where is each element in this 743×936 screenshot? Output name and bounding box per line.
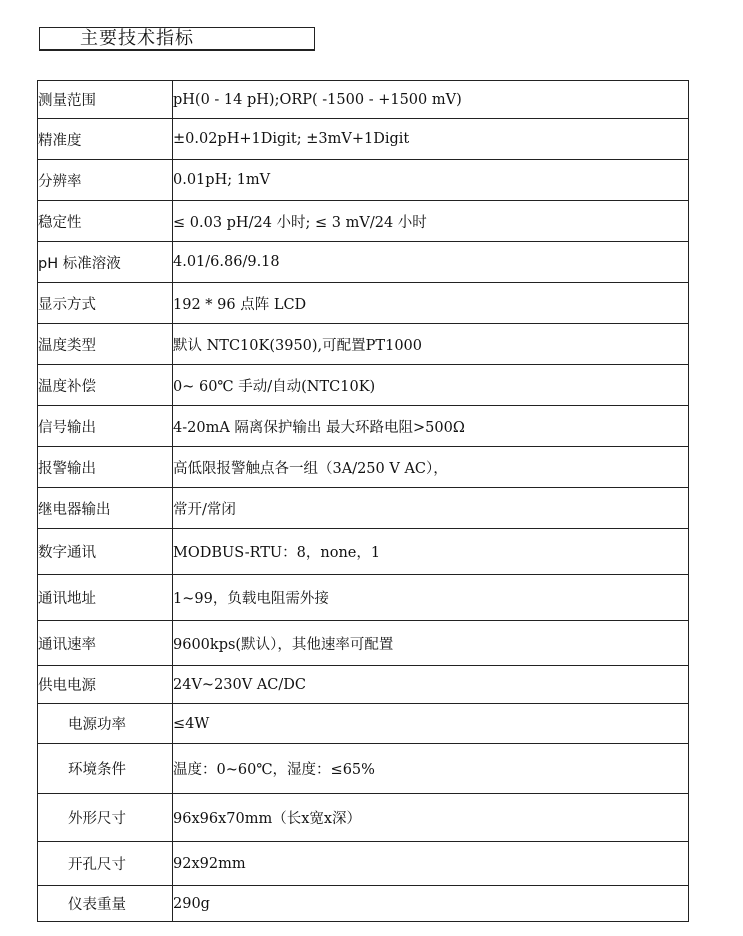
table-row: [38, 744, 689, 794]
table-row: [38, 324, 689, 365]
table-row: [38, 242, 689, 283]
spec-label: 通讯速率: [38, 621, 173, 666]
spec-value: ±0.02pH+1Digit; ±3mV+1Digit: [173, 119, 689, 160]
spec-value: MODBUS-RTU：8，none，1: [173, 529, 689, 575]
spec-value: pH(0 - 14 pH);ORP( -1500 - +1500 mV): [173, 81, 689, 119]
spec-value: 9600kps(默认），其他速率可配置: [173, 621, 689, 666]
table-row: [38, 666, 689, 704]
table-row: [38, 365, 689, 406]
spec-label: 继电器输出: [38, 488, 173, 529]
table-row: [38, 704, 689, 744]
table-row: [38, 119, 689, 160]
spec-label: 分辨率: [38, 160, 173, 201]
table-row: [38, 794, 689, 842]
spec-value: 96x96x70mm（长x宽x深）: [173, 794, 689, 842]
spec-label: 通讯地址: [38, 575, 173, 621]
spec-value: ≤ 0.03 pH/24 小时; ≤ 3 mV/24 小时: [173, 201, 689, 242]
spec-value: 常开/常闭: [173, 488, 689, 529]
spec-label: 数字通讯: [38, 529, 173, 575]
spec-value: 4.01/6.86/9.18: [173, 242, 689, 283]
table-row: [38, 283, 689, 324]
table-row: [38, 160, 689, 201]
table-row: [38, 201, 689, 242]
spec-label: 显示方式: [38, 283, 173, 324]
spec-value: 温度：0~60℃，湿度：≤65%: [173, 744, 689, 794]
spec-label: 精准度: [38, 119, 173, 160]
spec-label: 测量范围: [38, 81, 173, 119]
spec-value: 24V~230V AC/DC: [173, 666, 689, 704]
spec-label: 稳定性: [38, 201, 173, 242]
spec-label: 信号输出: [38, 406, 173, 447]
spec-value: 默认 NTC10K(3950),可配置PT1000: [173, 324, 689, 365]
spec-label: 开孔尺寸: [38, 842, 173, 886]
spec-label: 温度补偿: [38, 365, 173, 406]
table-row: [38, 406, 689, 447]
spec-value: 4-20mA 隔离保护输出 最大环路电阻>500Ω: [173, 406, 689, 447]
spec-label: pH 标准溶液: [38, 242, 173, 283]
spec-value: 0~ 60℃ 手动/自动(NTC10K): [173, 365, 689, 406]
table-row: [38, 842, 689, 886]
spec-label: 电源功率: [38, 704, 173, 744]
section-title-box: [39, 27, 315, 51]
spec-table: [37, 80, 689, 922]
spec-value: 0.01pH; 1mV: [173, 160, 689, 201]
table-row: [38, 886, 689, 922]
spec-value: 92x92mm: [173, 842, 689, 886]
table-row: [38, 575, 689, 621]
table-row: [38, 447, 689, 488]
table-row: [38, 529, 689, 575]
spec-value: 高低限报警触点各一组（3A/250 V AC），: [173, 447, 689, 488]
section-title: 主要技术指标: [80, 28, 194, 49]
spec-value: 290g: [173, 886, 689, 922]
spec-label: 外形尺寸: [38, 794, 173, 842]
table-row: [38, 488, 689, 529]
spec-value: 192 * 96 点阵 LCD: [173, 283, 689, 324]
table-row: [38, 81, 689, 119]
spec-value: 1~99，负载电阻需外接: [173, 575, 689, 621]
table-row: [38, 621, 689, 666]
spec-value: ≤4W: [173, 704, 689, 744]
spec-label: 仪表重量: [38, 886, 173, 922]
spec-label: 温度类型: [38, 324, 173, 365]
spec-label: 环境条件: [38, 744, 173, 794]
spec-label: 报警输出: [38, 447, 173, 488]
spec-label: 供电电源: [38, 666, 173, 704]
